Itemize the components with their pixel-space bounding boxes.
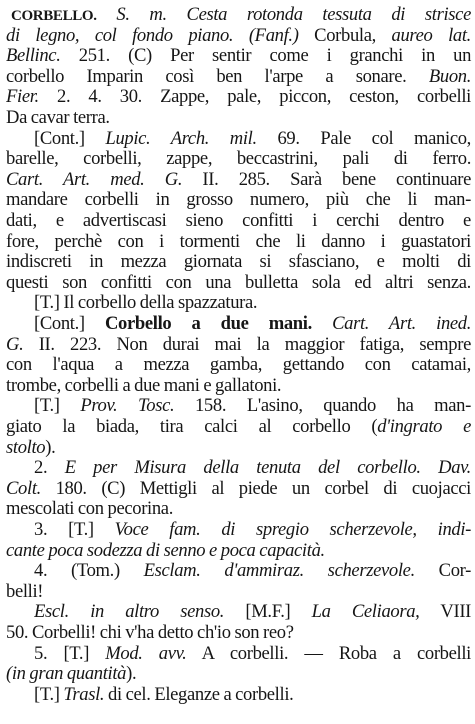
- text-segment: dati, e advertiscasi sieno confitti i cerchi dentro e: [6, 210, 471, 231]
- text-segment: Cart. Art. ined.: [332, 313, 472, 334]
- text-segment: Fier.: [6, 86, 39, 108]
- text-segment: ).: [45, 436, 56, 458]
- text-segment: Bellinc.: [6, 45, 61, 67]
- text-segment: 251. (C) Per sentir come i granchi in un: [60, 45, 472, 67]
- text-segment: 3. [T.]: [34, 519, 115, 540]
- text-segment: Buon.: [428, 65, 472, 87]
- text-segment: Corbula,: [314, 24, 392, 46]
- text-segment: Corbello a due mani.: [104, 313, 312, 334]
- text-segment: 4. (Tom.): [34, 560, 144, 582]
- text-segment: trombe, corbelli a due mani e gallatoni.: [6, 374, 282, 396]
- text-segment: II. 285. Sarà bene continuare: [182, 168, 472, 190]
- text-segment: 69. Pale col manico,: [256, 127, 471, 149]
- text-segment: mescolati con pecorina.: [6, 498, 174, 520]
- text-segment: ).: [126, 663, 137, 685]
- text-segment: [Cont.]: [34, 313, 105, 334]
- text-segment: (Fanf.): [233, 24, 315, 46]
- text-segment: 50. Corbelli! chi v'ha detto ch'io son reo?: [6, 622, 294, 643]
- text-segment: in gran quantità: [11, 663, 127, 685]
- text-segment: belli!: [6, 580, 44, 602]
- text-segment: [T.]: [34, 683, 64, 705]
- text-segment: 180. (C) Mettigli al piede un corbel di cuojacci: [40, 477, 471, 499]
- text-segment: Lupic. Arch. mil.: [105, 127, 257, 149]
- text-segment: La Celiaora,: [311, 601, 420, 623]
- text-segment: II. 223. Non durai mai la maggior fatiga, sempre: [23, 333, 471, 355]
- text-segment: di cel. Eleganze a corbelli.: [104, 683, 294, 705]
- text-segment: fore, perchè con i tormenti che li danno i guastatori: [6, 230, 471, 252]
- text-segment: CORBELLO.: [11, 8, 97, 24]
- text-segment: d'ingrato e: [377, 416, 471, 437]
- text-segment: Trasl.: [63, 683, 105, 705]
- text-segment: [T.] Il corbello della spazzatura.: [34, 292, 258, 314]
- text-segment: 2. 4. 30. Zappe, pale, piccon, ceston, corbelli: [38, 86, 471, 108]
- dictionary-entry-corbello: [6, 0, 472, 724]
- text-segment: VIII: [419, 601, 472, 623]
- text-segment: barelle, corbelli, zappe, beccastrini, pali di ferro.: [6, 148, 472, 170]
- text-segment: corbello Imparin così ben l'arpe a sonare.: [6, 65, 429, 87]
- text-segment: Cor-: [414, 560, 471, 582]
- text-segment: A corbelli. — Roba a corbelli: [186, 642, 471, 664]
- text-segment: Colt.: [6, 477, 41, 499]
- text-segment: (: [6, 663, 12, 685]
- text-segment: [T.]: [34, 395, 81, 417]
- text-segment: Esclam. d'ammiraz. scherzevole.: [143, 560, 415, 582]
- text-segment: mandare corbelli in grosso numero, più che li man-: [6, 189, 471, 211]
- text-segment: Voce fam. di spregio scherzevole, indi-: [114, 519, 472, 540]
- text-segment: [Cont.]: [34, 127, 106, 149]
- text-segment: S. m. Cesta rotonda tessuta di strisce: [116, 4, 471, 25]
- text-segment: aureo lat.: [391, 24, 471, 46]
- text-segment: [M.F.]: [224, 601, 312, 623]
- text-segment: E per Misura della tenuta del corbello. Dav.: [64, 457, 471, 479]
- text-segment: indiscreti in mezza giornata si sfasciano, e molti di: [6, 251, 471, 273]
- text-segment: questi son confitti con una bulletta sola ed altri senza.: [6, 271, 471, 293]
- text-segment: Cart. Art. med. G.: [6, 168, 183, 190]
- text-segment: di legno, col fondo piano.: [6, 24, 234, 46]
- text-segment: Mod. avv.: [105, 642, 187, 664]
- text-segment: G.: [6, 333, 24, 355]
- text-segment: giato la biada, tira calci al corbello (: [6, 416, 378, 437]
- text-segment: con l'aqua a mezza gamba, gettando con catamai,: [6, 354, 471, 376]
- text-segment: Prov. Tosc.: [80, 395, 175, 417]
- text-segment: [97, 4, 117, 25]
- text-segment: [312, 313, 332, 334]
- text-segment: 158. L'asino, quando ha man-: [174, 395, 471, 417]
- text-segment: Escl. in altro senso.: [34, 601, 225, 623]
- text-segment: 2.: [34, 457, 65, 479]
- text-line: [34, 683, 472, 707]
- text-segment: cante poca sodezza di senno e poca capacità.: [6, 539, 325, 561]
- text-segment: stolto: [6, 436, 46, 458]
- text-segment: 5. [T.]: [34, 642, 106, 664]
- text-segment: Da cavar terra.: [6, 107, 110, 128]
